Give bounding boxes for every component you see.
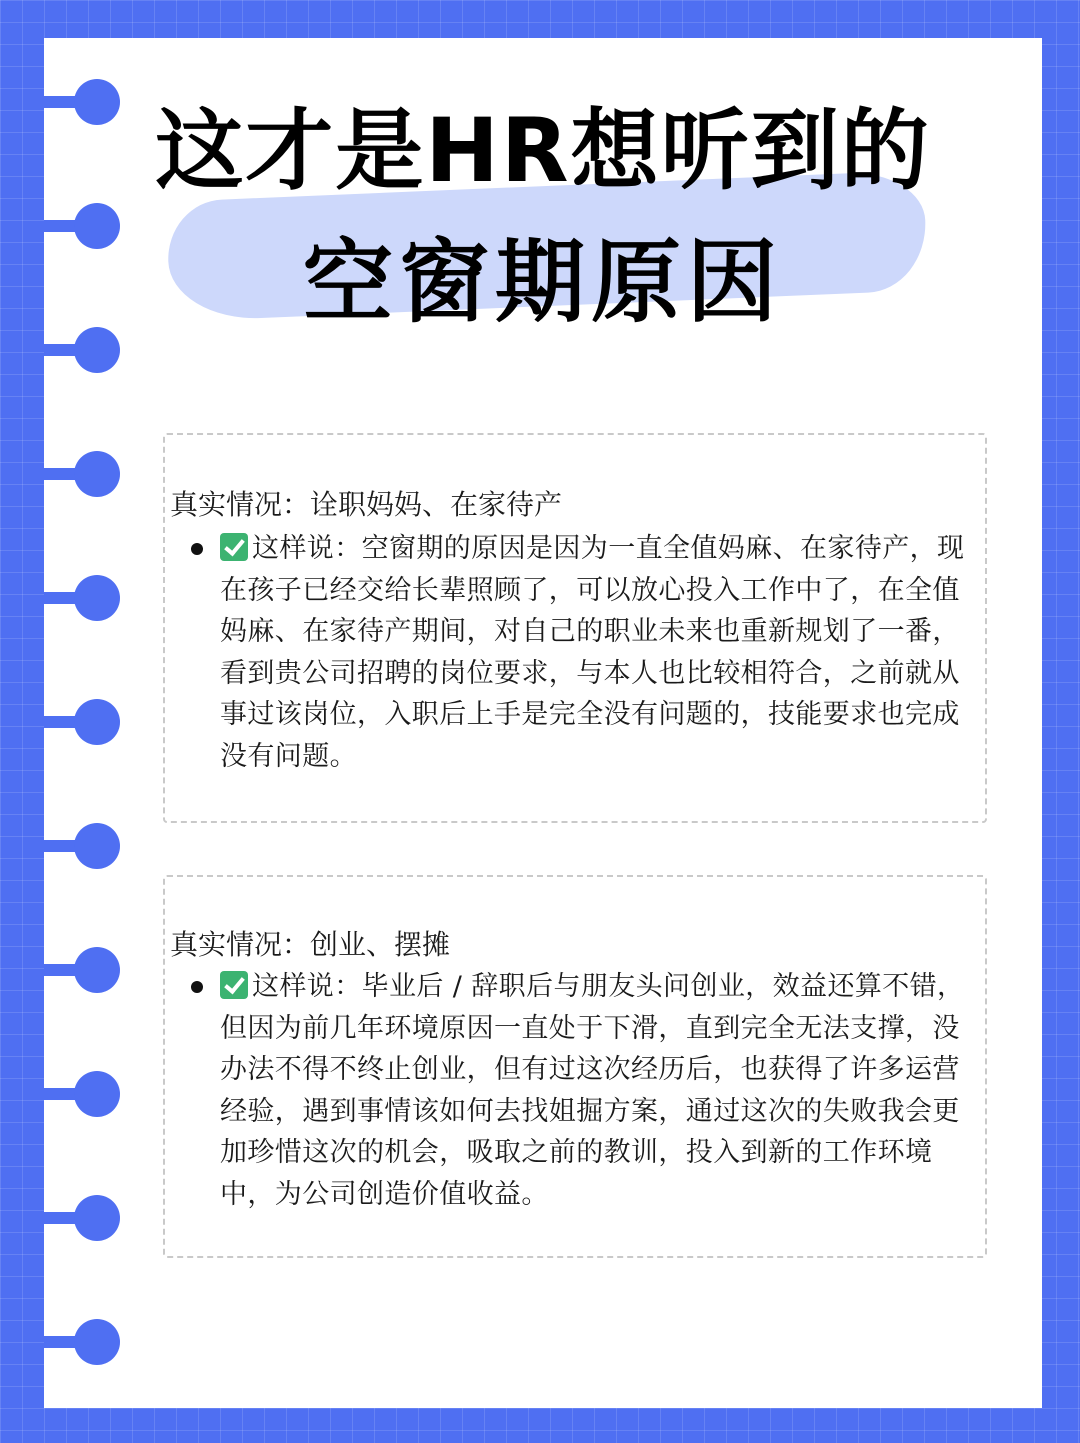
- page-title-line-1: 这才是HR想听到的: [155, 99, 931, 202]
- card-body-text: 这样说：毕业后 / 辞职后与朋友头问创业，效益还算不错，但因为前几年环境原因一直处于下滑，直到完全无法支撑，没办法不得不终止创业，但有过这次经历后，也获得了许多运营经验，遇到事情该如何去找姐掘方案，通过这次的失败我会更加珍惜这次的机会，吸取之前的教训，投入到新的工作环境中，为公司创造价值收益。: [220, 971, 965, 1210]
- binder-ring: [44, 575, 120, 621]
- bullet-dot: [191, 981, 203, 993]
- binder-ring: [44, 1071, 120, 1117]
- binder-ring: [44, 1319, 120, 1365]
- check-mark-icon: [220, 971, 248, 999]
- card-heading: 真实情况：创业、摆摊: [170, 928, 451, 961]
- binder-ring: [44, 451, 120, 497]
- title-block: [44, 38, 1042, 368]
- card-body: [220, 966, 975, 1216]
- page-title-line-2: 空窗期原因: [303, 230, 783, 335]
- bullet-dot: [191, 543, 203, 555]
- check-mark-icon: [220, 533, 248, 561]
- binder-ring: [44, 947, 120, 993]
- card-body-text: 这样说：空窗期的原因是因为一直全值妈麻、在家待产，现在孩子已经交给长辈照顾了，可以放心投入工作中了，在全值妈麻、在家待产期间，对自己的职业未来也重新规划了一番，看到贵公司招聘的岗位要求，与本人也比较相符合，之前就从事过该岗位，入职后上手是完全没有问题的，技能要求也完成没有问题。: [220, 533, 965, 772]
- reason-card: [163, 875, 987, 1258]
- card-heading: 真实情况：诠职妈妈、在家待产: [170, 488, 563, 521]
- card-body: [220, 528, 975, 778]
- binder-ring: [44, 699, 120, 745]
- binder-ring: [44, 1195, 120, 1241]
- binder-ring: [44, 823, 120, 869]
- reason-card: [163, 433, 987, 823]
